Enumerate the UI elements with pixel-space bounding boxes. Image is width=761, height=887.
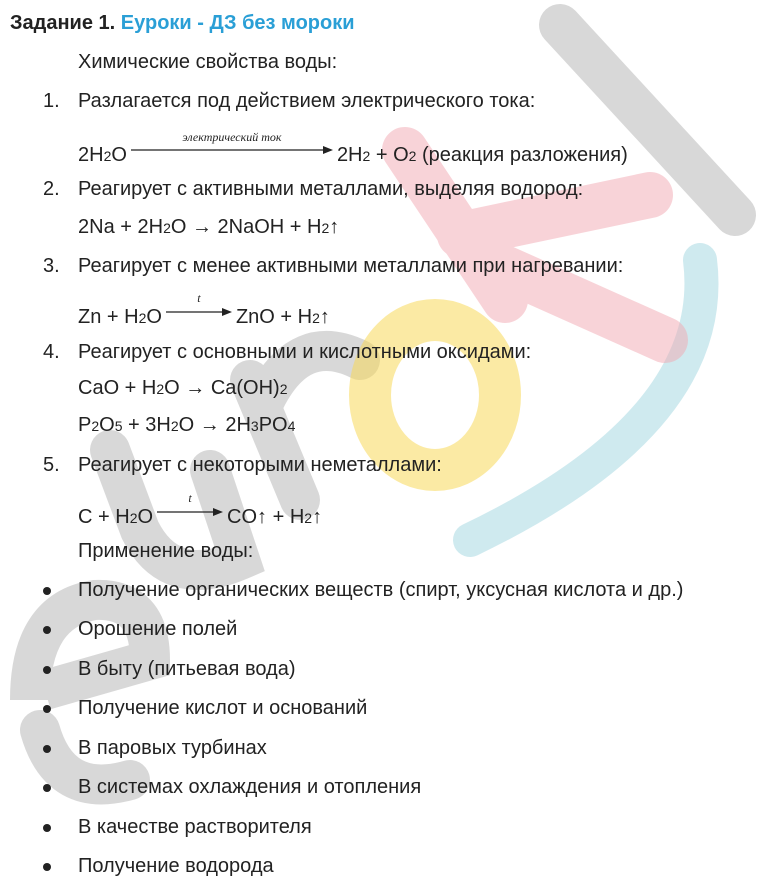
bullet [43, 745, 51, 753]
source-label: Еуроки - ДЗ без мороки [120, 12, 355, 34]
reaction-arrow [129, 130, 335, 161]
property-text-2: Реагирует с активными металлами, выделяя водород: [78, 178, 584, 200]
application-item: Орошение полей [78, 618, 238, 640]
application-item: В качестве растворителя [78, 816, 312, 838]
equation-4: CaO + H 2 O → Ca(OH) 2 [78, 377, 288, 399]
application-item: Получение органических веществ (спирт, уксусная кислота и др.) [78, 579, 684, 601]
arrow-label: t [188, 491, 192, 505]
property-text-1: Разлагается под действием электрического тока: [78, 90, 536, 112]
intro-heading: Химические свойства воды: [78, 51, 338, 73]
reaction-arrow [155, 491, 225, 523]
equation-2: 2Na + 2H 2 O → 2NaOH + H 2 ↑ [78, 216, 340, 238]
applications-heading: Применение воды: [78, 540, 254, 562]
equation-1: 2H 2 O электрический ток 2H 2 + O 2 (реакция разложения) [78, 130, 628, 166]
bullet [43, 705, 51, 713]
property-number-3: 3. [43, 255, 60, 277]
equation-3: Zn + H 2 O t ZnO + H 2 ↑ [78, 291, 330, 328]
bullet [43, 666, 51, 674]
task-label: Задание 1. [10, 12, 116, 34]
arrow-label: t [197, 291, 201, 305]
property-text-3: Реагирует с менее активными металлами при нагревании: [78, 255, 624, 277]
equation-6: C + H 2 O t CO↑ + H 2 ↑ [78, 491, 323, 528]
application-item: Получение водорода [78, 855, 274, 877]
application-item: Получение кислот и оснований [78, 697, 368, 719]
application-item: В системах охлаждения и отопления [78, 776, 422, 798]
property-text-5: Реагирует с некоторыми неметаллами: [78, 454, 442, 476]
application-item: В паровых турбинах [78, 737, 267, 759]
equation-5: P 2 O 5 + 3H 2 O → 2H 3 PO 4 [78, 414, 296, 436]
property-number-1: 1. [43, 90, 60, 112]
property-number-4: 4. [43, 341, 60, 363]
page-title [10, 11, 355, 35]
bullet [43, 587, 51, 595]
arrow-label: электрический ток [182, 130, 282, 144]
application-item: В быту (питьевая вода) [78, 658, 296, 680]
bullet [43, 824, 51, 832]
reaction-arrow [164, 291, 234, 323]
bullet [43, 626, 51, 634]
property-text-4: Реагирует с основными и кислотными оксидами: [78, 341, 532, 363]
property-number-2: 2. [43, 178, 60, 200]
bullet [43, 784, 51, 792]
bullet [43, 863, 51, 871]
property-number-5: 5. [43, 454, 60, 476]
